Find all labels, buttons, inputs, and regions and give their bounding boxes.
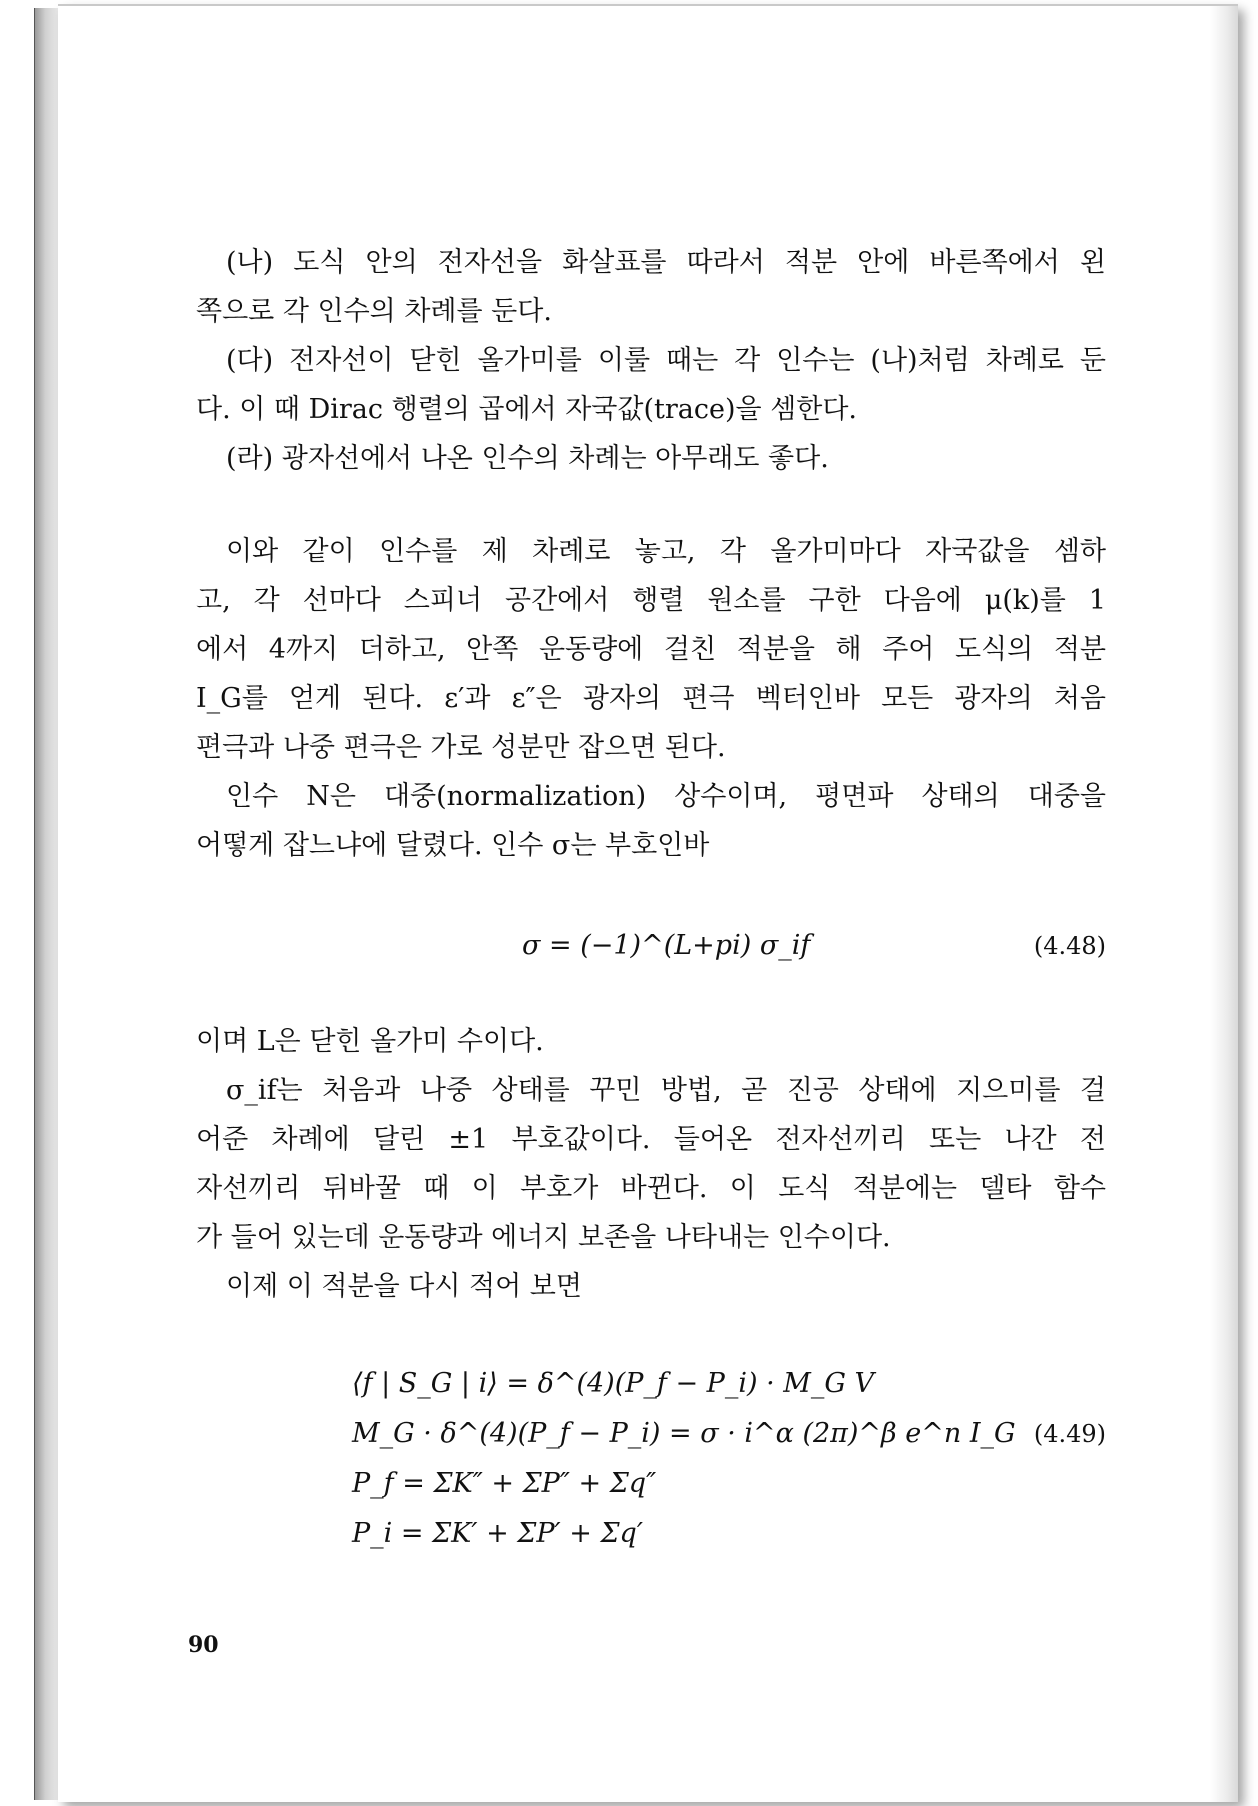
text-line: 어떻게 잡느냐에 달렸다. 인수 σ는 부호인바	[196, 830, 710, 861]
text-line: 이제 이 적분을 다시 적어 보면	[226, 1271, 582, 1302]
equation-4-48	[196, 924, 1106, 968]
text-line: 인수 N은 대중(normalization) 상수이며, 평면파 상태의 대중을	[226, 781, 1106, 812]
text-line: 자선끼리 뒤바꿀 때 이 부호가 바뀐다. 이 도식 적분에는 델타 함수	[196, 1173, 1106, 1204]
text-line: 이와 같이 인수를 제 차례로 놓고, 각 올가미마다 자국값을 셈하	[226, 536, 1106, 567]
equation-line: M_G · δ^(4)(P_f − P_i) = σ · i^α (2π)^β e^n I_G	[352, 1418, 1016, 1449]
equation-line: P_f = ΣK″ + ΣP″ + Σq″	[352, 1468, 657, 1499]
equation-line: ⟨f | S_G | i⟩ = δ^(4)(P_f − P_i) · M_G V	[352, 1368, 875, 1399]
text-line: 편극과 나중 편극은 가로 성분만 잡으면 된다.	[196, 732, 726, 763]
page-edge-shading	[1210, 6, 1238, 1802]
page-number: 90	[188, 1632, 219, 1658]
book-spine-shadow	[34, 8, 61, 1800]
text-line: 쪽으로 각 인수의 차례를 둔다.	[196, 296, 552, 327]
text-line: 이며 L은 닫힌 올가미 수이다.	[196, 1026, 544, 1057]
text-line: 고, 각 선마다 스피너 공간에서 행렬 원소를 구한 다음에 μ(k)를 1	[196, 585, 1106, 616]
equation-expression: σ = (−1)^(L+pi) σ_if	[522, 930, 811, 961]
text-line: 다. 이 때 Dirac 행렬의 곱에서 자국값(trace)을 셈한다.	[196, 394, 857, 425]
text-line: 어준 차례에 달린 ±1 부호값이다. 들어온 전자선끼리 또는 나간 전	[196, 1124, 1106, 1155]
text-line: 에서 4까지 더하고, 안쪽 운동량에 걸친 적분을 해 주어 도식의 적분	[196, 634, 1106, 665]
text-line: σ_if는 처음과 나중 상태를 꾸민 방법, 곧 진공 상태에 지으미를 걸	[226, 1075, 1106, 1106]
text-line: 가 들어 있는데 운동량과 에너지 보존을 나타내는 인수이다.	[196, 1222, 891, 1253]
equation-4-49	[196, 1362, 1106, 1562]
equation-line: P_i = ΣK′ + ΣP′ + Σq′	[352, 1518, 643, 1549]
text-line: (다) 전자선이 닫힌 올가미를 이룰 때는 각 인수는 (나)처럼 차례로 둔	[226, 345, 1106, 376]
text-line: I_G를 얻게 된다. ε′과 ε″은 광자의 편극 벡터인바 모든 광자의 처음	[196, 683, 1106, 714]
equation-number: (4.49)	[1033, 1420, 1106, 1448]
text-line: (나) 도식 안의 전자선을 화살표를 따라서 적분 안에 바른쪽에서 왼	[226, 247, 1106, 278]
text-line: (라) 광자선에서 나온 인수의 차례는 아무래도 좋다.	[226, 443, 829, 474]
equation-number: (4.48)	[1033, 932, 1106, 960]
